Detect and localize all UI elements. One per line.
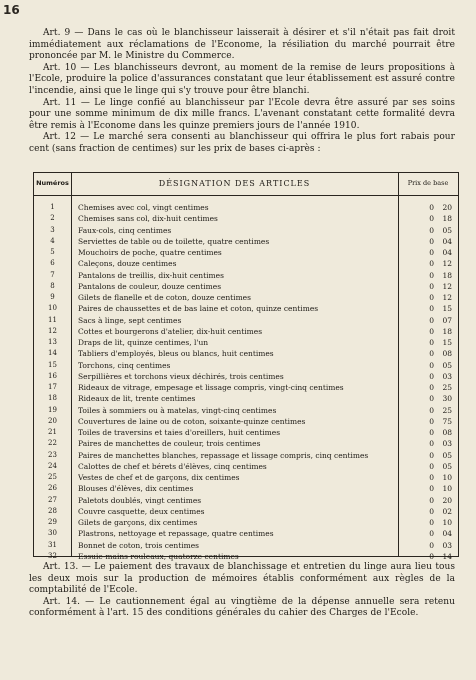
row-price-centimes: 20: [442, 203, 452, 212]
row-designation: Serpillières et torchons vieux déchirés, trois centimes: [78, 371, 284, 381]
row-number: 29: [48, 518, 57, 526]
row-number: 20: [48, 416, 57, 425]
page-number: 16: [3, 3, 20, 17]
header-designation: DÉSIGNATION DES ARTICLES: [158, 179, 311, 188]
table-row: [34, 236, 458, 247]
table-row: [34, 427, 458, 438]
row-number: 2: [50, 214, 55, 223]
row-price-francs: 0: [429, 540, 434, 550]
row-price-francs: 0: [429, 461, 434, 471]
row-number: 27: [48, 495, 57, 504]
row-price-centimes: 30: [442, 394, 452, 404]
row-price-francs: 0: [429, 428, 434, 437]
row-designation: Plastrons, nettoyage et repassage, quatre centimes: [78, 529, 274, 539]
table-row: [34, 506, 458, 517]
table-row: [34, 337, 458, 348]
row-price-centimes: 18: [442, 326, 452, 336]
row-number: 13: [48, 338, 57, 346]
price-table: [33, 172, 459, 561]
row-price-francs: 0: [429, 495, 434, 505]
table-row: [34, 483, 458, 494]
row-price-francs: 0: [429, 360, 434, 370]
row-price-centimes: 12: [442, 281, 452, 291]
row-price-centimes: 20: [442, 495, 452, 505]
row-designation: Tabliers d'employés, bleus ou blancs, huit centimes: [78, 349, 274, 359]
row-price-centimes: 15: [442, 338, 452, 347]
table-row: [34, 348, 458, 359]
row-price-francs: 0: [429, 439, 434, 449]
table-row: [34, 258, 458, 269]
table-row: [34, 517, 458, 528]
table-row: [34, 416, 458, 427]
table-row: [34, 225, 458, 236]
row-price-francs: 0: [429, 214, 434, 224]
row-price-francs: 0: [429, 338, 434, 347]
table-row: [34, 405, 458, 416]
row-designation: Bonnet de coton, trois centimes: [78, 540, 200, 550]
row-number: 30: [48, 529, 57, 538]
row-number: 32: [48, 551, 57, 560]
row-designation: Paires de manchettes de couleur, trois centimes: [78, 439, 261, 449]
row-price-centimes: 05: [442, 225, 452, 235]
row-designation: Couvertures de laine ou de coton, soixante-quinze centimes: [78, 416, 306, 426]
row-price-francs: 0: [429, 405, 434, 415]
row-number: 23: [48, 450, 57, 459]
row-price-centimes: 08: [442, 428, 452, 437]
row-designation: Torchons, cinq centimes: [78, 360, 171, 370]
header-divider: [34, 195, 458, 196]
row-price-centimes: 75: [442, 416, 452, 426]
row-designation: Couvre casquette, deux centimes: [78, 506, 205, 516]
row-price-francs: 0: [429, 518, 434, 527]
row-designation: Calottes de chef et bérets d'élèves, cinq centimes: [78, 461, 267, 471]
row-price-centimes: 08: [442, 349, 452, 359]
row-number: 4: [50, 236, 55, 245]
row-price-francs: 0: [429, 349, 434, 359]
row-designation: Toiles de traversins et taies d'oreillers, huit centimes: [78, 428, 281, 437]
article-13: Art. 13. — Le paiement des travaux de blanchissage et entretien du linge aura lieu tous les deux mois sur la production de mémoires établis conformément aux règles de la comptabilité de l'Ecole.: [29, 562, 455, 596]
row-designation: Paires de chaussettes et de bas laine et coton, quinze centimes: [78, 304, 319, 314]
row-price-centimes: 07: [442, 315, 452, 325]
row-price-centimes: 14: [442, 551, 452, 561]
row-number: 5: [50, 248, 55, 256]
article-9: Art. 9 — Dans le cas où le blanchisseur laisserait à désirer et s'il n'était pas fait droit immédiatement aux réclamations de l'Econome, la résiliation du marché pourrait être prononcée par M. le Ministre du Commerce.: [29, 28, 455, 62]
row-number: 26: [48, 484, 57, 493]
row-designation: Chemises avec col, vingt centimes: [78, 203, 209, 212]
table-row: [34, 551, 458, 562]
header-numeros: Numéros: [36, 179, 69, 187]
row-designation: Vestes de chef et de garçons, dix centimes: [78, 473, 240, 482]
row-price-centimes: 18: [442, 270, 452, 280]
row-price-centimes: 04: [442, 529, 452, 539]
row-designation: Mouchoirs de poche, quatre centimes: [78, 248, 222, 257]
row-number: 10: [48, 304, 57, 313]
row-price-francs: 0: [429, 281, 434, 291]
table-row: [34, 292, 458, 303]
table-row: [34, 382, 458, 393]
row-price-centimes: 15: [442, 304, 452, 314]
row-price-francs: 0: [429, 473, 434, 482]
row-price-francs: 0: [429, 383, 434, 392]
table-row: [34, 540, 458, 551]
table-row: [34, 371, 458, 382]
row-price-francs: 0: [429, 529, 434, 539]
row-price-centimes: 25: [442, 405, 452, 415]
row-designation: Blouses d'élèves, dix centimes: [78, 484, 194, 494]
row-designation: Rideaux de vitrage, empesage et lissage compris, vingt-cinq centimes: [78, 383, 344, 392]
row-designation: Draps de lit, quinze centimes, l'un: [78, 338, 209, 347]
row-number: 31: [48, 540, 57, 549]
row-price-centimes: 05: [442, 461, 452, 471]
row-price-centimes: 04: [442, 248, 452, 257]
row-price-francs: 0: [429, 304, 434, 314]
row-price-centimes: 03: [442, 439, 452, 449]
article-12: Art. 12 — Le marché sera consenti au blanchisseur qui offrira le plus fort rabais pour cent (sans fraction de centimes) sur les prix de bases ci-après :: [29, 132, 455, 154]
row-price-centimes: 03: [442, 371, 452, 381]
row-price-centimes: 04: [442, 236, 452, 246]
article-11: Art. 11 — Le linge confié au blanchisseur par l'Ecole devra être assuré par ses soins pour une somme minimum de dix mille francs. L'avenant constatant cette formalité devra être remis à l'Econome dans les quinze premiers jours de l'année 1910.: [29, 97, 455, 131]
table-row: [34, 461, 458, 472]
row-designation: Cottes et bourgerons d'atelier, dix-huit centimes: [78, 326, 263, 336]
row-price-centimes: 12: [442, 293, 452, 302]
row-price-centimes: 10: [442, 473, 452, 482]
row-designation: Gilets de flanelle et de coton, douze centimes: [78, 293, 251, 302]
row-designation: Serviettes de table ou de toilette, quatre centimes: [78, 236, 270, 246]
row-price-francs: 0: [429, 326, 434, 336]
row-number: 1: [50, 203, 55, 211]
table-row: [34, 393, 458, 404]
row-price-francs: 0: [429, 259, 434, 269]
row-number: 19: [48, 405, 57, 414]
row-price-francs: 0: [429, 506, 434, 516]
row-designation: Faux-cols, cinq centimes: [78, 225, 172, 235]
row-price-francs: 0: [429, 293, 434, 302]
row-price-francs: 0: [429, 203, 434, 212]
table-row: [34, 213, 458, 224]
row-price-centimes: 18: [442, 214, 452, 224]
row-designation: Caleçons, douze centimes: [78, 259, 177, 269]
row-price-francs: 0: [429, 315, 434, 325]
row-number: 9: [50, 293, 55, 301]
articles-top: [29, 28, 455, 156]
header-prix-de-base: Prix de base: [407, 179, 449, 187]
row-price-francs: 0: [429, 225, 434, 235]
row-number: 21: [48, 428, 57, 436]
row-designation: Gilets de garçons, dix centimes: [78, 518, 198, 527]
row-number: 11: [48, 315, 57, 324]
row-price-francs: 0: [429, 394, 434, 404]
table-row: [34, 247, 458, 258]
row-price-francs: 0: [429, 484, 434, 494]
row-price-francs: 0: [429, 248, 434, 257]
table-row: [34, 495, 458, 506]
articles-bottom: [29, 562, 455, 620]
row-number: 7: [50, 270, 55, 279]
row-designation: Sacs à linge, sept centimes: [78, 315, 182, 325]
table-row: [34, 281, 458, 292]
row-designation: Chemises sans col, dix-huit centimes: [78, 214, 218, 224]
row-number: 16: [48, 371, 57, 380]
row-number: 12: [48, 326, 57, 335]
table-row: [34, 472, 458, 483]
row-number: 18: [48, 394, 57, 403]
row-price-centimes: 25: [442, 383, 452, 392]
row-number: 8: [50, 281, 55, 290]
row-price-francs: 0: [429, 416, 434, 426]
row-number: 28: [48, 506, 57, 515]
row-price-francs: 0: [429, 236, 434, 246]
row-number: 3: [50, 225, 55, 234]
row-designation: Paletots doublés, vingt centimes: [78, 495, 202, 505]
table-row: [34, 438, 458, 449]
row-price-centimes: 02: [442, 506, 452, 516]
table-row: [34, 270, 458, 281]
row-price-francs: 0: [429, 551, 434, 561]
row-number: 15: [48, 360, 57, 369]
row-price-centimes: 10: [442, 518, 452, 527]
row-number: 6: [50, 259, 55, 268]
row-price-centimes: 10: [442, 484, 452, 494]
table-row: [34, 315, 458, 326]
row-number: 17: [48, 383, 57, 391]
row-designation: Toiles à sommiers ou à matelas, vingt-cinq centimes: [78, 405, 277, 415]
row-number: 14: [48, 349, 57, 358]
table-row: [34, 202, 458, 213]
table-row: [34, 303, 458, 314]
row-designation: Pantalons de treillis, dix-huit centimes: [78, 270, 224, 280]
row-price-centimes: 12: [442, 259, 452, 269]
row-price-francs: 0: [429, 270, 434, 280]
table-row: [34, 326, 458, 337]
row-number: 24: [48, 461, 57, 470]
article-14: Art. 14. — Le cautionnement égal au vingtième de la dépense annuelle sera retenu conformément à l'art. 15 des conditions générales du cahier des Charges de l'Ecole.: [29, 596, 455, 619]
table-row: [34, 450, 458, 461]
row-price-centimes: 03: [442, 540, 452, 550]
row-price-centimes: 05: [442, 450, 452, 460]
row-number: 22: [48, 439, 57, 448]
article-10: Art. 10 — Les blanchisseurs devront, au moment de la remise de leurs propositions à l'Ecole, produire la police d'assurances constatant que leur établissement est assuré contre l'incendie, ainsi que le linge qui s'y trouve pour être blanchi.: [29, 62, 455, 96]
row-price-francs: 0: [429, 450, 434, 460]
row-designation: Pantalons de couleur, douze centimes: [78, 281, 222, 291]
table-row: [34, 528, 458, 539]
row-designation: Paires de manchettes blanches, repassage et lissage compris, cinq centimes: [78, 450, 369, 460]
table-row: [34, 360, 458, 371]
row-designation: Essuie-mains rouleaux, quatorze centimes: [78, 551, 239, 561]
row-designation: Rideaux de lit, trente centimes: [78, 394, 196, 404]
row-price-francs: 0: [429, 371, 434, 381]
row-number: 25: [48, 473, 57, 481]
row-price-centimes: 05: [442, 360, 452, 370]
